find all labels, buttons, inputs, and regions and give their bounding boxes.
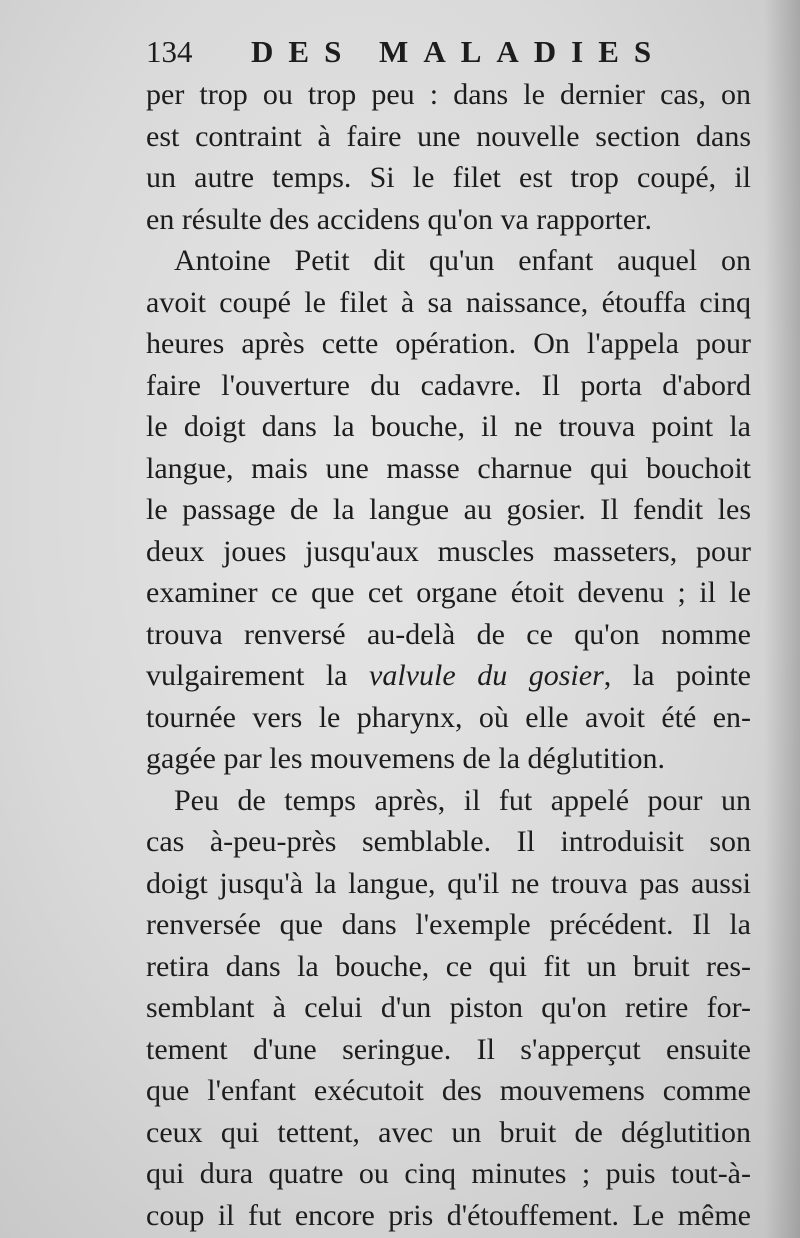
text-line: est contraint à faire une nouvelle section dans: [146, 119, 751, 153]
text-line: un autre temps. Si le filet est trop coupé, il: [146, 161, 751, 194]
text-line: heures après cette opération. On l'appela pour: [146, 327, 751, 360]
text-line: cas à-peu-près semblable. Il introduisit son: [146, 825, 751, 858]
text-line: per trop ou trop peu : dans le dernier cas, on: [146, 78, 751, 111]
page-number: 134: [146, 34, 193, 69]
text-line: Antoine Petit dit qu'un enfant auquel on: [174, 244, 751, 277]
text-line: deux joues jusqu'aux muscles masseters, pour: [146, 534, 751, 568]
text-line: Peu de temps après, il fut appelé pour un: [174, 783, 751, 817]
text-line: ceux qui tettent, avec un bruit de déglutition: [146, 1115, 751, 1149]
text-line: en résulte des accidens qu'on va rapporter.: [146, 202, 653, 236]
text-line: le passage de la langue au gosier. Il fendit les: [146, 493, 751, 526]
text-line: qui dura quatre ou cinq minutes ; puis tout-à-: [146, 1157, 751, 1190]
text-segment: , la pointe: [603, 659, 751, 692]
text-line: trouva renversé au-delà de ce qu'on nomme: [146, 617, 751, 651]
text-line: tement d'une seringue. Il s'apperçut ensuite: [146, 1032, 751, 1066]
text-line: retira dans la bouche, ce qui fit un bruit res-: [146, 949, 751, 983]
running-title: DES MALADIES: [251, 34, 667, 69]
text-line: semblant à celui d'un piston qu'on retire for-: [146, 991, 751, 1024]
text-line: langue, mais une masse charnue qui bouchoit: [146, 451, 751, 485]
text-line: tournée vers le pharynx, où elle avoit été en-: [146, 700, 751, 734]
italic-term: valvule du gosier: [369, 659, 604, 692]
text-line: avoit coupé le filet à sa naissance, étouffa cinq: [146, 285, 751, 319]
body-text: [146, 74, 751, 1236]
text-line: doigt jusqu'à la langue, qu'il ne trouva pas aussi: [146, 866, 751, 900]
text-line: que l'enfant exécutoit des mouvemens comme: [146, 1074, 751, 1107]
text-segment: vulgairement la: [146, 659, 370, 692]
text-line: faire l'ouverture du cadavre. Il porta d'abord: [146, 368, 751, 402]
text-line: examiner ce que cet organe étoit devenu ; il le: [146, 576, 751, 609]
text-line: le doigt dans la bouche, il ne trouva point la: [146, 410, 751, 443]
text-line: renversée que dans l'exemple précédent. Il la: [146, 908, 751, 941]
text-line: gagée par les mouvemens de la déglutition.: [146, 742, 666, 775]
text-line-with-italic: [146, 655, 751, 697]
page-edge-shadow: [764, 0, 800, 1238]
running-head: [146, 34, 746, 74]
text-line: coup il fut encore pris d'étouffement. Le même: [146, 1198, 751, 1232]
